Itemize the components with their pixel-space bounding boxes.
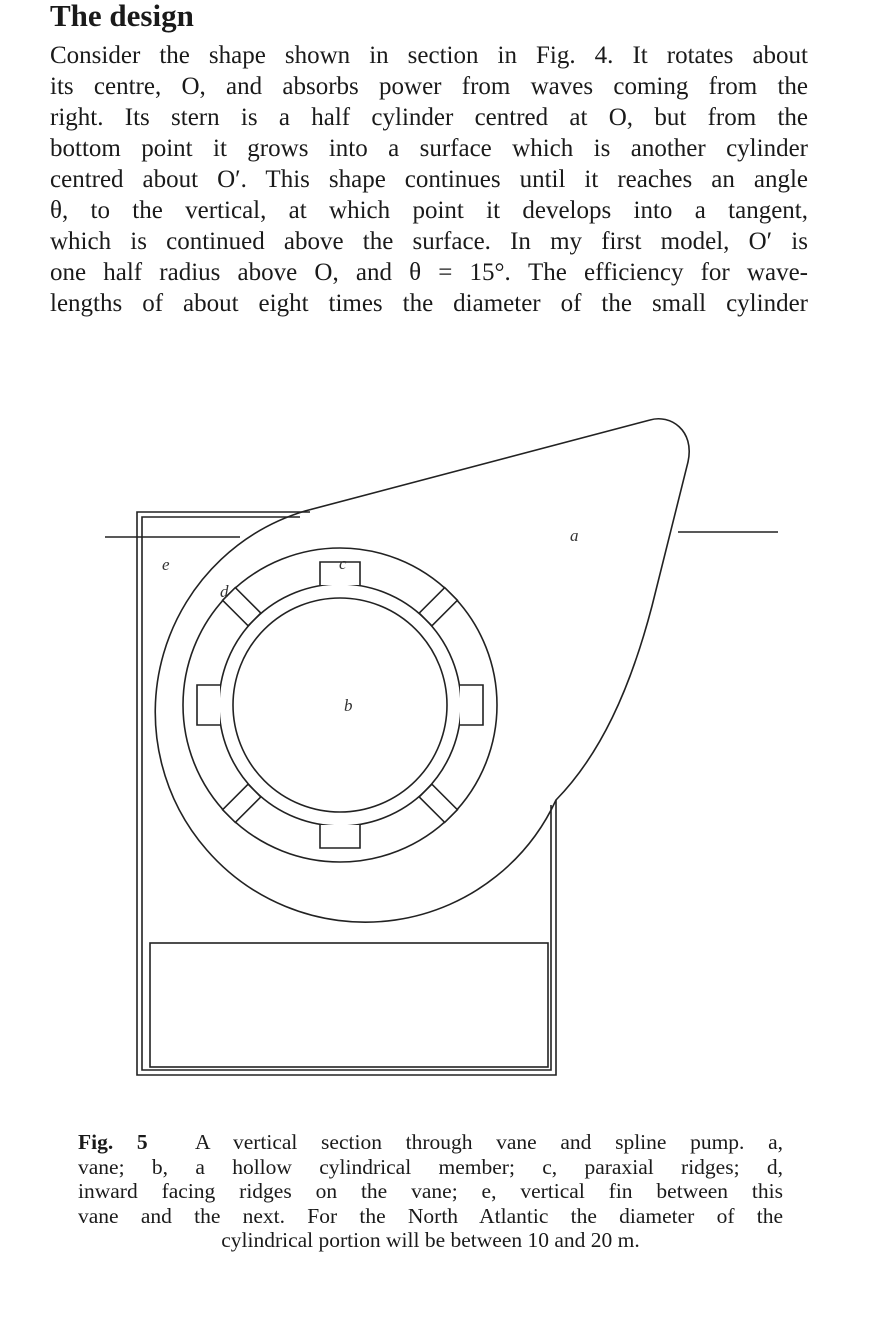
label-d: d [220, 582, 229, 601]
caption-line: inward facing ridges on the vane; e, vertical fin between this [78, 1179, 783, 1203]
section-heading: The design [50, 0, 194, 33]
fin-e-outline [137, 512, 556, 1075]
ridge-c [197, 685, 220, 725]
label-b: b [344, 696, 353, 715]
ridge-c [460, 685, 483, 725]
ridge-c [320, 825, 360, 848]
caption-text: A vertical section through vane and spline pump. a, [194, 1130, 784, 1154]
body-line: centred about O′. This shape continues until it reaches an angle [50, 166, 808, 193]
cylinder-b [233, 598, 447, 812]
label-c: c [339, 554, 347, 573]
ridge-d [223, 784, 261, 822]
label-e: e [162, 555, 170, 574]
body-line: bottom point it grows into a surface which is another cylinder [50, 135, 808, 162]
ridges-group [197, 562, 483, 848]
body-line: its centre, O, and absorbs power from waves coming from the [50, 73, 808, 100]
vane-pump-diagram [0, 400, 874, 1090]
body-line: one half radius above O, and θ = 15°. The efficiency for wave- [50, 259, 808, 286]
figure-vane-pump [0, 400, 874, 1090]
body-line: right. Its stern is a half cylinder centred at O, but from the [50, 104, 808, 131]
body-line: lengths of about eight times the diameter of the small cylinder [50, 290, 808, 317]
body-line: θ, to the vertical, at which point it develops into a tangent, [50, 197, 808, 224]
caption-fig-label: Fig. 5 [78, 1130, 148, 1154]
vane-a-outline [155, 419, 689, 922]
body-paragraph [50, 40, 808, 319]
caption-line: vane and the next. For the North Atlantic the diameter of the [78, 1203, 783, 1228]
ridge-d [419, 588, 457, 626]
caption-line [78, 1130, 783, 1155]
caption-line: vane; b, a hollow cylindrical member; c, paraxial ridges; d, [78, 1154, 783, 1179]
body-line: which is continued above the surface. In my first model, O′ is [50, 228, 808, 255]
body-line: Consider the shape shown in section in Fig. 4. It rotates about [50, 42, 808, 69]
ridge-d [419, 784, 457, 822]
figure-caption [78, 1130, 783, 1253]
ring-inner [219, 584, 461, 826]
caption-line: cylindrical portion will be between 10 and 20 m. [221, 1228, 640, 1252]
label-a: a [570, 526, 579, 545]
fin-base-box [150, 943, 548, 1067]
